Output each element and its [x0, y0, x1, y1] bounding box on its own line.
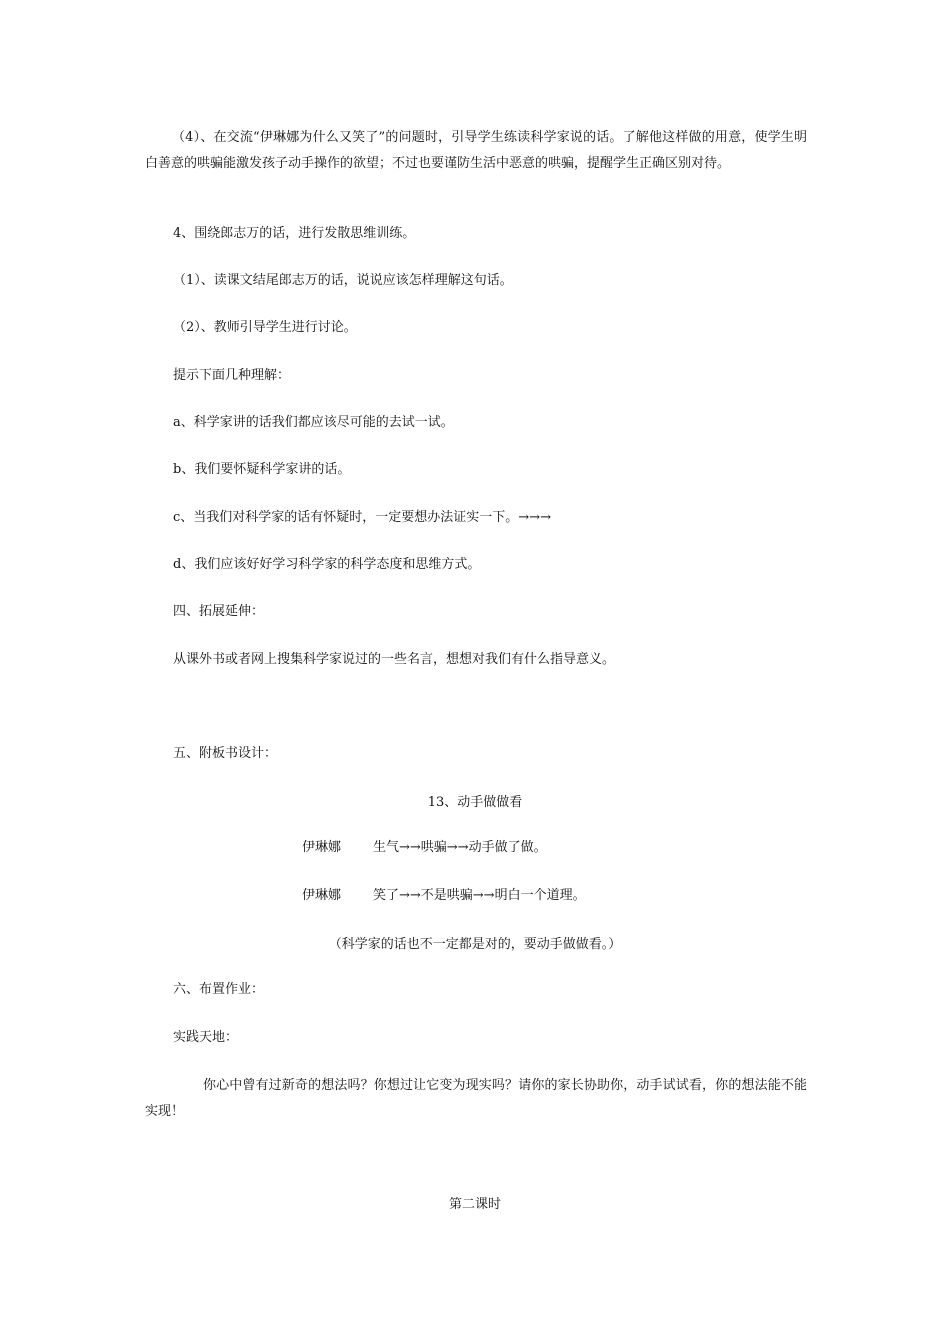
board-row-1-content: 生气→→哄骗→→动手做了做。 [373, 840, 547, 855]
hint-item-a: a、科学家讲的话我们都应该尽可能的去试一试。 [173, 415, 454, 430]
item-1-read-quote: （1）、读课文结尾郎志万的话，说说应该怎样理解这句话。 [173, 273, 513, 288]
board-note: （科学家的话也不一定都是对的，要动手做做看。） [328, 937, 622, 952]
board-row-1-label: 伊琳娜 [302, 840, 342, 855]
second-lesson-heading: 第二课时 [448, 1197, 501, 1212]
board-title: 13、动手做做看 [427, 795, 523, 810]
paragraph-discussion-step-4: （4）、在交流“伊琳娜为什么又笑了”的问题时，引导学生练读科学家说的话。了解他这样做的用意，使学生明白善意的哄骗能激发孩子动手操作的欲望；不过也要谨防生活中恶意的哄骗，提醒学生正确区别对待。 [145, 130, 807, 171]
board-row-2-label: 伊琳娜 [302, 888, 342, 903]
hint-item-d: d、我们应该好好学习科学家的科学态度和思维方式。 [173, 557, 481, 572]
hint-item-c: c、当我们对科学家的话有怀疑时，一定要想办法证实一下。→→→ [173, 510, 551, 525]
hint-item-b: b、我们要怀疑科学家讲的话。 [173, 462, 351, 477]
board-row-2-content: 笑了→→不是哄骗→→明白一个道理。 [373, 888, 586, 903]
item-2-discussion: （2）、教师引导学生进行讨论。 [173, 320, 357, 335]
section-board-design-heading: 五、附板书设计： [173, 746, 278, 761]
section-homework-heading: 六、布置作业： [173, 982, 265, 997]
practice-text: 你心中曾有过新奇的想法吗？你想过让它变为现实吗？请你的家长协助你，动手试试看，你的想法能不能实现！ [145, 1078, 807, 1119]
hint-intro: 提示下面几种理解： [173, 368, 291, 383]
section-4-heading: 4、围绕郎志万的话，进行发散思维训练。 [173, 226, 416, 241]
practice-heading: 实践天地： [173, 1030, 239, 1045]
extension-text: 从课外书或者网上搜集科学家说过的一些名言，想想对我们有什么指导意义。 [173, 652, 616, 667]
section-extension-heading: 四、拓展延伸： [173, 604, 265, 619]
